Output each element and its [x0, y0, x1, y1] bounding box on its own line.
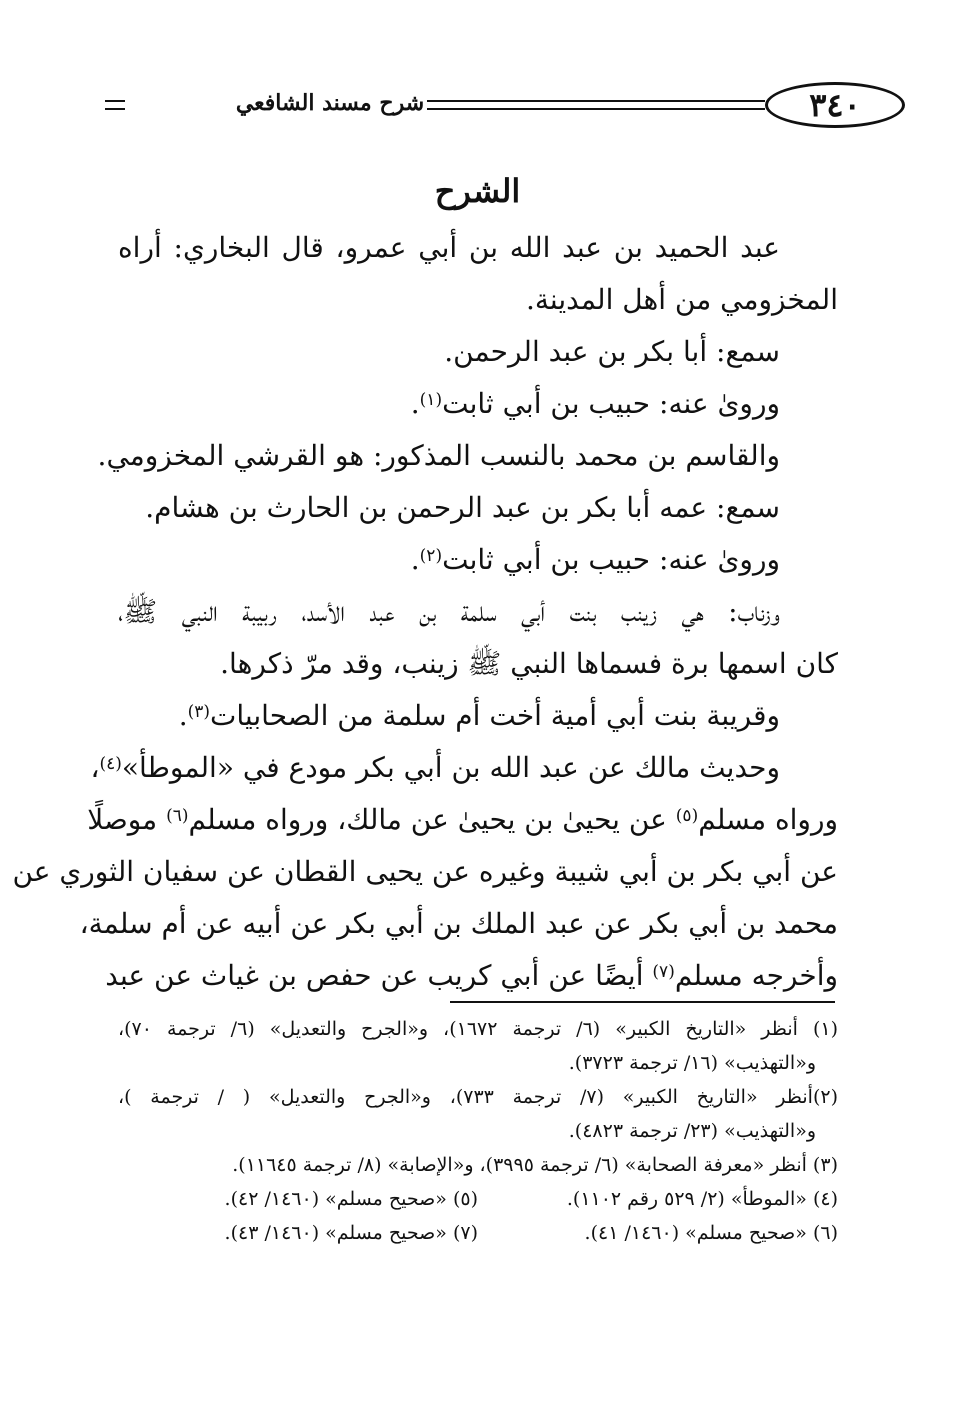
text-run: ورواه مسلم [698, 803, 838, 836]
text-line: وزناب: هي زينب بنت أبي سلمة بن عبد الأسد، ربيبة النبي ﷺ، [118, 595, 780, 628]
text-run: وأخرجه مسلم [674, 959, 838, 992]
footnote-ref: (٥) [675, 806, 699, 826]
text-line: سمع: عمه أبا بكر بن عبد الرحمن بن الحارث بن هشام. [145, 491, 780, 524]
footnote-ref: (٧) [652, 962, 675, 982]
header-rule-left [105, 100, 125, 102]
text-line [118, 534, 838, 586]
text-line: عبد الحميد بن عبد الله بن أبي عمرو، قال البخاري: أراه [118, 231, 780, 264]
footnote-ref: (١) [419, 390, 443, 410]
footnote-line: و«التهذيب» (٢٣/ ترجمة ٤٨٢٣). [568, 1120, 816, 1142]
footnotes [118, 1012, 838, 1250]
header-rule-left [105, 108, 125, 110]
footnote-ref: (٢) [419, 546, 443, 566]
text-line: والقاسم بن محمد بالنسب المذكور: هو القرشي المخزومي. [97, 439, 780, 472]
text-line [90, 742, 838, 794]
text-run: ورویٰ عنه: حبيب بن أبي ثابت [442, 387, 780, 420]
footnote-item: (٧) «صحيح مسلم» (١٤٦٠/ ٤٣). [224, 1222, 478, 1244]
footnote-item: (٦) «صحيح مسلم» (١٤٦٠/ ٤١). [584, 1222, 838, 1244]
punctuation: . [410, 387, 420, 420]
footnote-ref: (٤) [99, 754, 122, 774]
footnote-separator [450, 1001, 835, 1003]
header-rule-middle [427, 100, 765, 102]
text-line [118, 690, 838, 742]
section-title: الشرح [434, 172, 521, 210]
footnote-line: و«التهذيب» (١٦/ ترجمة ٣٧٢٣). [568, 1052, 816, 1074]
footnote-ref: (٣) [187, 702, 211, 722]
text-run: عن يحيىٰ بن يحيىٰ عن مالك، ورواه مسلم [188, 803, 667, 836]
footnote-item: (٤) «الموطأ» (٢/ ٥٢٩ رقم ١١٠٢). [566, 1188, 838, 1210]
text-run: أيضًا عن أبي كريب عن حفص بن غياث عن عبد [105, 959, 644, 992]
text-run: موصلًا [87, 803, 158, 836]
footnote-line: (٢)أنظر «التاريخ الكبير» (٧/ ترجمة ٧٣٣)، و«الجرح والتعديل» ( / ترجمة )، [118, 1086, 838, 1108]
footnote-pair [118, 1216, 838, 1250]
running-title: شرح مسند الشافعي [235, 90, 425, 116]
text-line: كان اسمها برة فسماها النبي ﷺ زينب، وقد مرّ ذكرها. [220, 647, 838, 680]
punctuation: ، [90, 751, 100, 784]
punctuation: . [410, 543, 420, 576]
footnote-pair [118, 1182, 838, 1216]
text-run: ورویٰ عنه: حبيب بن أبي ثابت [442, 543, 780, 576]
text-line: سمع: أبا بكر بن عبد الرحمن. [444, 335, 780, 368]
punctuation: . [178, 699, 188, 732]
page-number: ٣٤٠ [809, 86, 861, 124]
text-line: محمد بن أبي بكر عن عبد الملك بن أبي بكر عن أبيه عن أم سلمة، [79, 907, 838, 940]
body-text [12, 222, 838, 1002]
footnote-ref: (٦) [166, 806, 189, 826]
page-header [105, 78, 861, 134]
text-line [105, 950, 838, 1002]
footnote-line: (٣) أنظر «معرفة الصحابة» (٦/ ترجمة ٣٩٩٥)، و«الإصابة» (٨/ ترجمة ١١٦٤٥). [232, 1154, 838, 1176]
text-line [118, 378, 838, 430]
header-rule-middle [427, 108, 765, 110]
text-line: عن أبي بكر بن أبي شيبة وغيره عن يحيى القطان عن سفيان الثوري عن [12, 855, 838, 888]
text-line [87, 794, 838, 846]
text-line: المخزومي من أهل المدينة. [526, 283, 838, 316]
footnote-line: (١) أنظر «التاريخ الكبير» (٦/ ترجمة ١٦٧٢)، و«الجرح والتعديل» (٦/ ترجمة ٧٠)، [118, 1018, 839, 1040]
text-run: وحديث مالك عن عبد الله بن أبي بكر مودع في «الموطأ» [121, 751, 780, 784]
page-number-oval [765, 82, 905, 128]
text-run: وقريبة بنت أبي أمية أخت أم سلمة من الصحابيات [210, 699, 780, 732]
footnote-item: (٥) «صحيح مسلم» (١٤٦٠/ ٤٢). [224, 1188, 478, 1210]
